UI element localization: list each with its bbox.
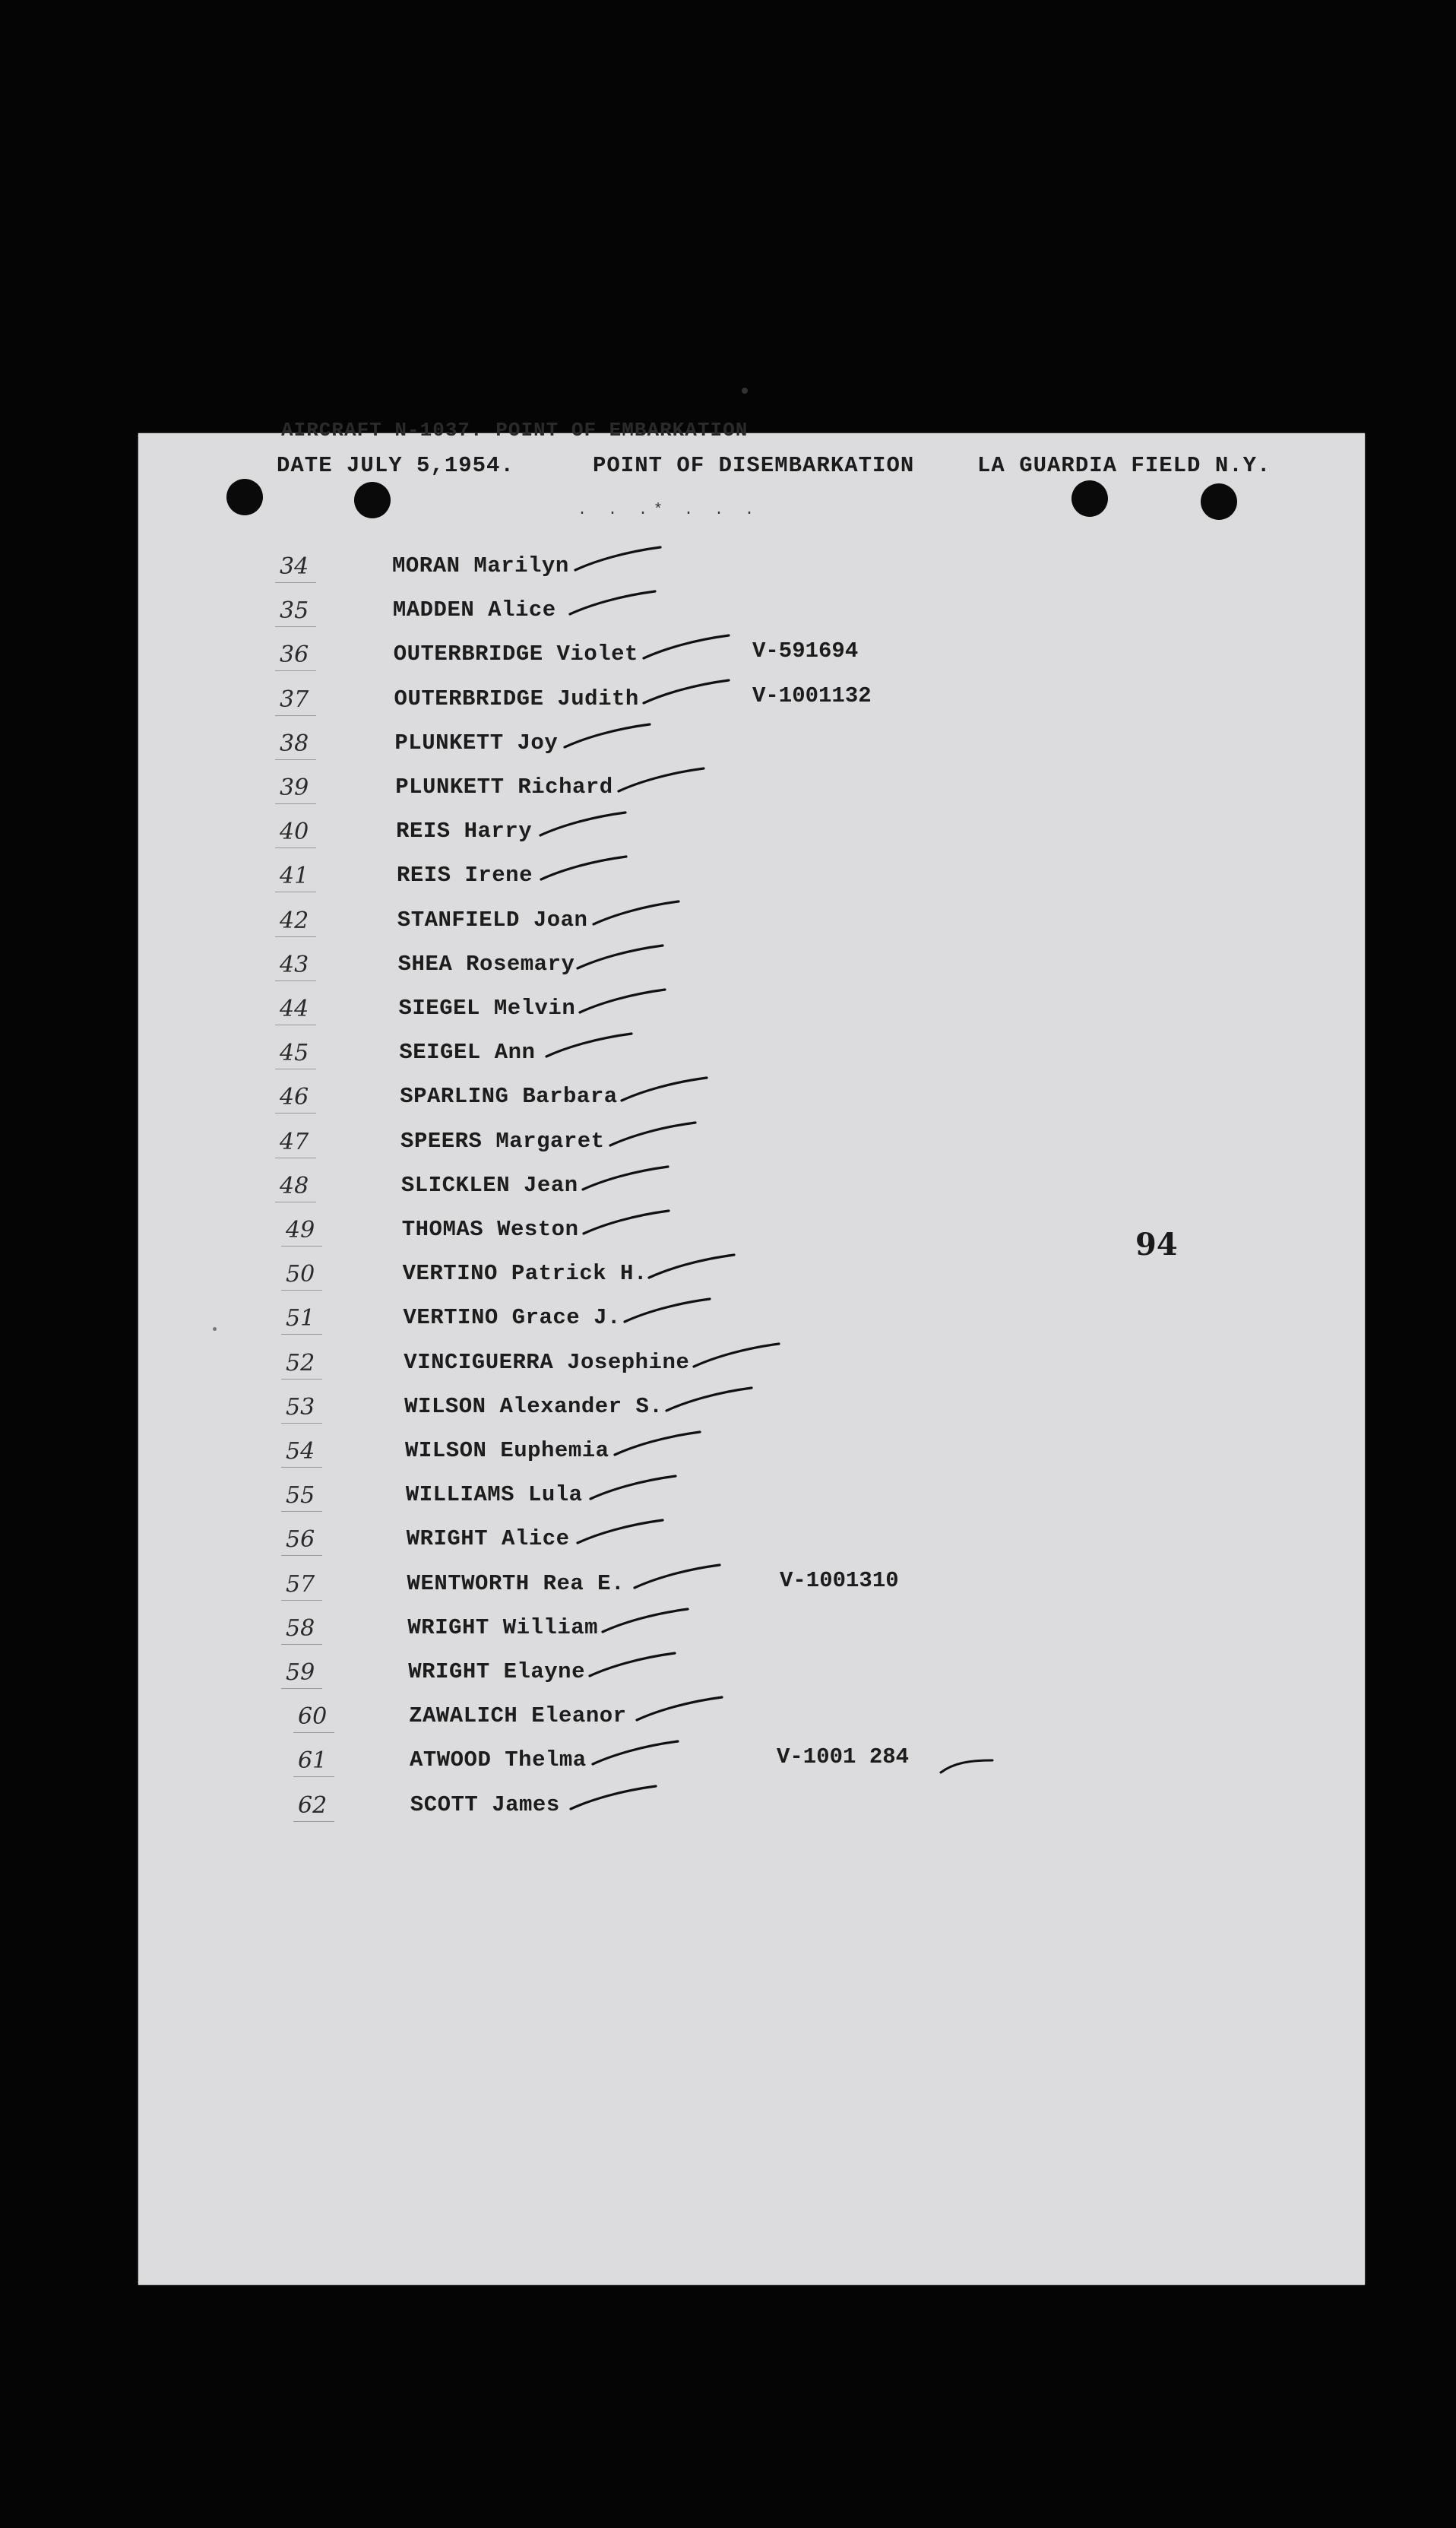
- check-mark: [543, 1031, 635, 1061]
- row-number: 55: [286, 1482, 315, 1510]
- passenger-row: [0, 1526, 1064, 1569]
- passenger-row: [0, 1482, 1064, 1525]
- passenger-name: SEIGEL Ann: [399, 1040, 536, 1066]
- passenger-name: WILLIAMS Lula: [405, 1482, 583, 1508]
- passenger-name: VINCIGUERRA Josephine: [404, 1349, 690, 1375]
- passenger-row: [0, 863, 1064, 905]
- speck: [213, 1327, 217, 1331]
- row-number: 38: [280, 730, 309, 757]
- check-mark: [572, 544, 663, 575]
- passenger-name: VERTINO Patrick H.: [402, 1261, 647, 1287]
- row-number: 40: [280, 819, 309, 846]
- passenger-name: STANFIELD Joan: [397, 907, 588, 933]
- disembarkation-place: LA GUARDIA FIELD N.Y.: [977, 453, 1271, 478]
- passenger-row: [0, 638, 1064, 684]
- check-mark: [641, 632, 732, 663]
- visa-number: V-1001 284: [777, 1744, 910, 1770]
- visa-number: V-591694: [752, 638, 859, 664]
- row-number: 34: [280, 553, 309, 580]
- row-number: 42: [280, 907, 309, 934]
- row-number: 54: [286, 1438, 315, 1465]
- cut-off-header-line: AIRCRAFT N-1037. POINT OF EMBARKATION: [281, 419, 749, 442]
- row-number: 47: [280, 1128, 309, 1155]
- check-mark: [537, 809, 628, 840]
- passenger-name: OUTERBRIDGE Judith: [394, 686, 639, 711]
- row-number: 58: [286, 1614, 315, 1642]
- passenger-row: [0, 730, 1064, 773]
- passenger-name: WENTWORTH Rea E.: [407, 1570, 625, 1596]
- passenger-row: [0, 952, 1064, 994]
- passenger-row: [0, 1350, 1064, 1392]
- passenger-row: [0, 1703, 1064, 1746]
- row-number: 35: [280, 597, 309, 625]
- passenger-row: [0, 1615, 1064, 1658]
- row-number: 57: [286, 1570, 315, 1598]
- check-mark: [641, 677, 732, 708]
- passenger-row: [0, 819, 1064, 861]
- passenger-name: SCOTT James: [410, 1791, 560, 1817]
- check-mark: [581, 1208, 672, 1238]
- passenger-row: [0, 1261, 1064, 1304]
- visa-number: V-1001310: [780, 1567, 899, 1593]
- passenger-name: REIS Irene: [396, 863, 533, 889]
- passenger-name: SHEA Rosemary: [397, 951, 575, 977]
- row-number: 49: [286, 1217, 315, 1243]
- check-mark: [538, 854, 629, 884]
- passenger-row: [0, 1659, 1064, 1702]
- passenger-name: WRIGHT Alice: [406, 1526, 570, 1552]
- passenger-name: VERTINO Grace J.: [403, 1305, 621, 1331]
- row-number: 56: [286, 1526, 315, 1554]
- check-mark: [577, 987, 668, 1017]
- row-number: 61: [298, 1747, 328, 1775]
- passenger-name: OUTERBRIDGE Violet: [393, 642, 638, 667]
- passenger-row: [0, 1305, 1064, 1348]
- passenger-row: [0, 597, 1064, 640]
- passenger-name: MADDEN Alice: [392, 597, 556, 623]
- check-mark: [567, 588, 658, 619]
- row-number: 41: [280, 863, 309, 890]
- check-mark: [568, 1783, 659, 1814]
- row-number: 48: [280, 1172, 309, 1199]
- passenger-name: REIS Harry: [396, 819, 533, 844]
- passenger-name: MORAN Marilyn: [392, 553, 569, 578]
- check-mark: [562, 721, 653, 752]
- passenger-name: PLUNKETT Richard: [395, 775, 613, 800]
- check-mark: [574, 942, 666, 973]
- passenger-row: [0, 996, 1064, 1038]
- passenger-name: WRIGHT Elayne: [408, 1659, 585, 1684]
- row-number: 45: [280, 1040, 309, 1067]
- punch-hole: [1071, 480, 1108, 517]
- row-number: 50: [286, 1261, 315, 1288]
- passenger-name: ZAWALICH Eleanor: [409, 1703, 627, 1729]
- check-mark: [607, 1120, 698, 1150]
- check-mark: [587, 1650, 678, 1681]
- row-number: 43: [280, 951, 309, 978]
- passenger-name: SIEGEL Melvin: [398, 996, 576, 1021]
- check-mark: [622, 1296, 713, 1326]
- row-number: 60: [298, 1703, 328, 1731]
- passenger-row: [0, 1792, 1064, 1835]
- passenger-name: ATWOOD Thelma: [409, 1747, 587, 1773]
- passenger-row: [0, 683, 1064, 729]
- passenger-row: [0, 908, 1064, 950]
- point-of-disembarkation-label: POINT OF DISEMBARKATION: [593, 453, 915, 478]
- passenger-row: [0, 1173, 1064, 1215]
- passenger-name: SPARLING Barbara: [400, 1084, 618, 1110]
- check-mark: [631, 1562, 723, 1592]
- check-mark: [600, 1606, 691, 1636]
- row-number: 46: [280, 1084, 309, 1111]
- check-mark: [580, 1164, 671, 1194]
- passenger-name: PLUNKETT Joy: [394, 730, 559, 756]
- punch-hole: [1201, 483, 1237, 520]
- trailing-check-mark: [938, 1756, 999, 1776]
- passenger-row: [0, 1567, 1064, 1614]
- check-mark: [691, 1341, 782, 1371]
- visa-number: V-1001132: [752, 683, 872, 708]
- row-number: 44: [280, 996, 309, 1022]
- row-number: 53: [286, 1393, 315, 1421]
- passenger-row: [0, 1084, 1064, 1126]
- passenger-row: [0, 1438, 1064, 1481]
- row-number: 51: [286, 1305, 315, 1332]
- passenger-name: SLICKLEN Jean: [400, 1172, 578, 1198]
- row-number: 37: [280, 686, 309, 713]
- manifest-date: DATE JULY 5,1954.: [277, 453, 514, 478]
- speck: [742, 388, 748, 394]
- passenger-row: [0, 1129, 1064, 1171]
- passenger-row: [0, 775, 1064, 817]
- check-mark: [574, 1517, 666, 1548]
- check-mark: [663, 1385, 755, 1415]
- passenger-row: [0, 1744, 1064, 1790]
- punch-hole: [354, 482, 391, 518]
- passenger-name: WILSON Euphemia: [405, 1438, 609, 1463]
- passenger-name: WRIGHT William: [407, 1614, 599, 1640]
- page-number: 94: [1135, 1227, 1178, 1262]
- check-mark: [646, 1252, 737, 1282]
- passenger-name: WILSON Alexander S.: [404, 1393, 663, 1419]
- passenger-row: [0, 553, 1064, 596]
- check-mark: [619, 1075, 710, 1105]
- check-mark: [590, 898, 682, 929]
- passenger-row: [0, 1217, 1064, 1259]
- row-number: 39: [280, 775, 309, 801]
- passenger-row: [0, 1394, 1064, 1437]
- passenger-name: SPEERS Margaret: [400, 1128, 605, 1154]
- row-number: 36: [280, 642, 309, 669]
- check-mark: [590, 1738, 681, 1769]
- passenger-row: [0, 1040, 1064, 1082]
- check-mark: [634, 1694, 725, 1725]
- punch-hole: [226, 479, 263, 515]
- check-mark: [612, 1429, 703, 1459]
- check-mark: [587, 1473, 679, 1503]
- row-number: 59: [286, 1659, 315, 1686]
- check-mark: [616, 765, 707, 796]
- header-dots: . . .* . . .: [578, 502, 761, 519]
- passenger-name: THOMAS Weston: [401, 1217, 579, 1242]
- row-number: 52: [286, 1349, 315, 1376]
- row-number: 62: [298, 1791, 328, 1819]
